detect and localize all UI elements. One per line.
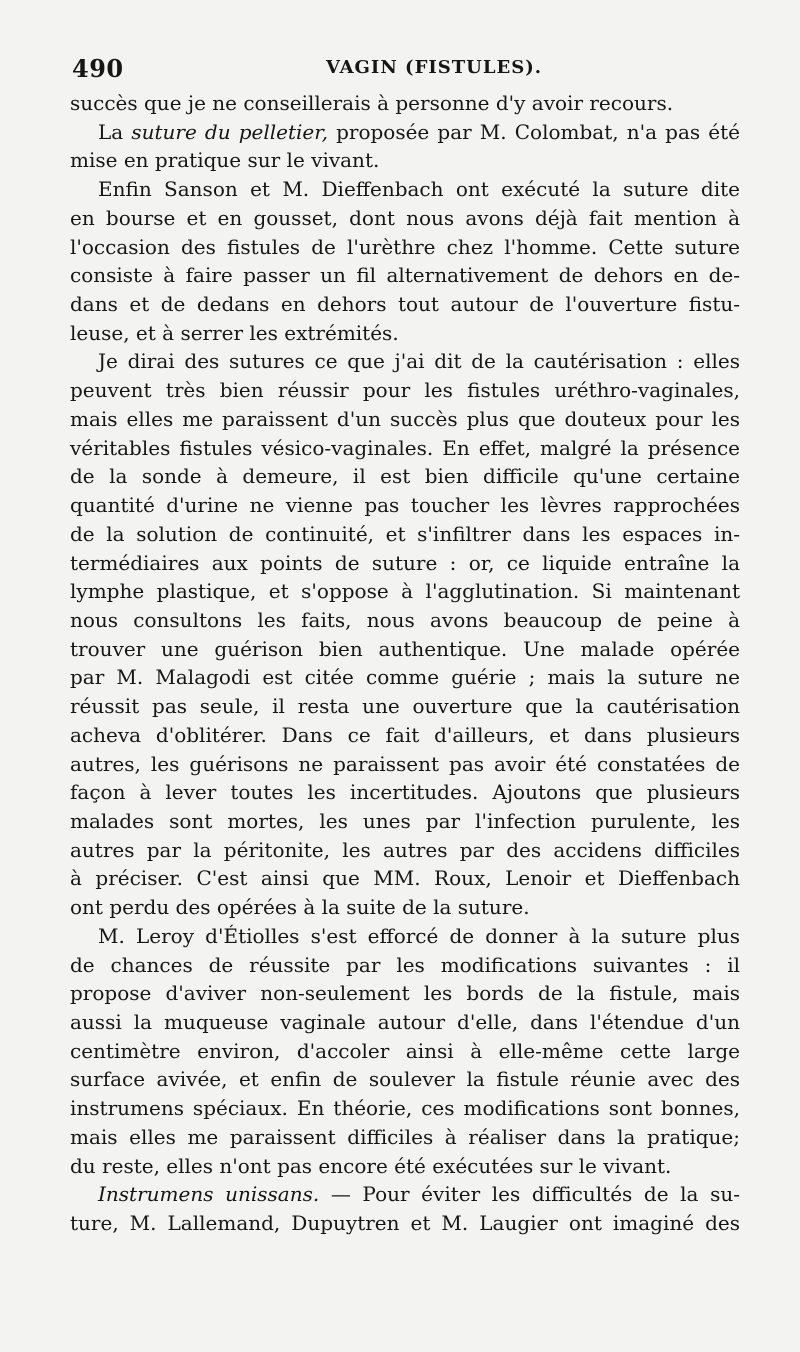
text-line: quantité d'urine ne vienne pas toucher les lèvres rapprochées (70, 493, 740, 518)
text-line: La suture du pelletier, proposée par M. Colombat, n'a pas été (98, 119, 740, 144)
text-line: trouver une guérison bien authentique. Une malade opérée (70, 636, 740, 661)
text-line: leuse, et à serrer les extrémités. (70, 320, 399, 345)
text-line: centimètre environ, d'accoler ainsi à elle-même cette large (70, 1038, 740, 1063)
text-line: autres, les guérisons ne paraissent pas avoir été constatées de (70, 751, 740, 776)
text-line: termédiaires aux points de suture : or, ce liquide entraîne la (70, 550, 740, 575)
text-line: mise en pratique sur le vivant. (70, 148, 380, 173)
text-line: M. Leroy d'Étiolles s'est efforcé de donner à la suture plus (98, 923, 740, 948)
text-line: de chances de réussite par les modifications suivantes : il (70, 952, 740, 977)
text-line: mais elles me paraissent d'un succès plus que douteux pour les (70, 406, 740, 431)
page-header (72, 54, 740, 86)
text-line: Je dirai des sutures ce que j'ai dit de la cautérisation : elles (98, 349, 740, 374)
text-line: instrumens spéciaux. En théorie, ces modifications sont bonnes, (70, 1096, 740, 1121)
text-line: Instrumens unissans. — Pour éviter les difficultés de la su- (98, 1182, 741, 1207)
text-line: du reste, elles n'ont pas encore été exécutées sur le vivant. (70, 1153, 672, 1178)
running-head: VAGIN (FISTULES). (326, 57, 543, 78)
text-line: l'occasion des fistules de l'urèthre chez l'homme. Cette suture (70, 234, 740, 259)
body-text (70, 89, 740, 1238)
text-line: Enfin Sanson et M. Dieffenbach ont exécuté la suture dite (98, 177, 740, 202)
text-line: de la solution de continuité, et s'infiltrer dans les espaces in- (70, 521, 740, 546)
text-line: à préciser. C'est ainsi que MM. Roux, Lenoir et Dieffenbach (70, 866, 740, 891)
text-line: acheva d'oblitérer. Dans ce fait d'ailleurs, et dans plusieurs (70, 722, 740, 747)
text-line: nous consultons les faits, nous avons beaucoup de peine à (70, 607, 740, 632)
text-line: ont perdu des opérées à la suite de la suture. (70, 895, 530, 920)
text-line: ture, M. Lallemand, Dupuytren et M. Laugier ont imaginé des (70, 1211, 740, 1236)
text-line: lymphe plastique, et s'oppose à l'agglutination. Si maintenant (70, 579, 740, 604)
text-line: par M. Malagodi est citée comme guérie ; mais la suture ne (70, 665, 740, 690)
text-line: surface avivée, et enfin de soulever la fistule réunie avec des (70, 1067, 740, 1092)
text-line: peuvent très bien réussir pour les fistules uréthro-vaginales, (70, 378, 740, 403)
text-line: véritables fistules vésico-vaginales. En effet, malgré la présence (70, 435, 740, 460)
text-line: réussit pas seule, il resta une ouverture que la cautérisation (70, 694, 740, 719)
text-line: mais elles me paraissent difficiles à réaliser dans la pratique; (70, 1124, 740, 1149)
text-line: propose d'aviver non-seulement les bords de la fistule, mais (70, 981, 740, 1006)
text-line: en bourse et en gousset, dont nous avons déjà fait mention à (70, 205, 740, 230)
page-number: 490 (72, 54, 124, 83)
text-line: aussi la muqueuse vaginale autour d'elle, dans l'étendue d'un (70, 1010, 740, 1034)
text-line: malades sont mortes, les unes par l'infection purulente, les (70, 808, 740, 833)
text-line: autres par la péritonite, les autres par des accidens difficiles (70, 837, 740, 862)
text-line: consiste à faire passer un fil alternativement de dehors en de- (70, 263, 740, 288)
text-line: de la sonde à demeure, il est bien difficile qu'une certaine (70, 464, 740, 489)
text-line: dans et de dedans en dehors tout autour de l'ouverture fistu- (70, 292, 740, 317)
text-line: façon à lever toutes les incertitudes. Ajoutons que plusieurs (70, 780, 740, 805)
text-line: succès que je ne conseillerais à personne d'y avoir recours. (70, 91, 674, 115)
